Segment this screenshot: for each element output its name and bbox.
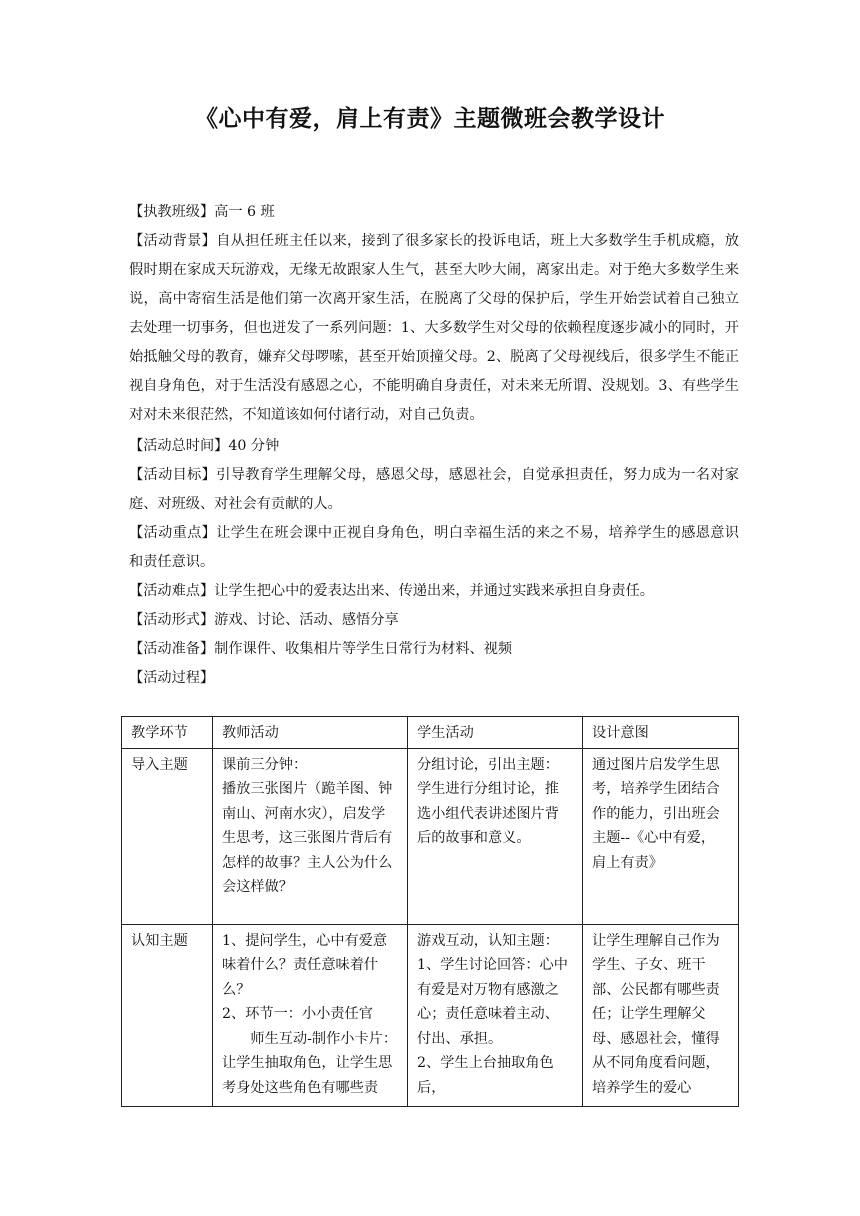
intent-cell: 让学生理解自己作为学生、子女、班干部、公民都有哪些责任；让学生理解父母、感恩社会，懂得从不同角度看问题，培养学生的爱心: [583, 924, 739, 1107]
student-cell: [408, 748, 583, 924]
field-label: 【活动过程】: [129, 670, 215, 686]
header-cell: 教学环节: [122, 717, 213, 749]
cell-text: 游戏互动，认知主题：: [417, 932, 559, 949]
document-title: 《心中有爱，肩上有责》主题微班会教学设计: [195, 106, 665, 132]
cell-text: 1、提问学生，心中有爱意味着什么？责任意味着什么？: [222, 932, 388, 998]
cell-text: 师生互动-制作小卡片：让学生抽取角色，让学生思考身处这些角色有哪些责: [222, 1030, 398, 1096]
table-header-row: [122, 717, 739, 749]
field-key-point: [129, 519, 739, 577]
field-value: 自从担任班主任以来，接到了很多家长的投诉电话，班上大多数学生手机成瘾，放假时期在家成天玩游戏，无缘无故跟家人生气，甚至大吵大闹，离家出走。对于绝大多数学生来说，高中寄宿生活是他们第一次离开家生活，在脱离了父母的保护后，学生开始尝试着自己独立去处理一切事务，但也迸发了一系列问题：1、大多数学生对父母的依赖程度逐步减小的同时，开始抵触父母的教育，嫌弃父母啰嗦，甚至开始顶撞父母。2、脱离了父母视线后，很多学生不能正视自身角色，对于生活没有感恩之心，不能明确自身责任，对未来无所谓、没规划。3、有些学生对对未来很茫然，不知道该如何付诸行动，对自己负责。: [129, 233, 739, 423]
process-table: [121, 716, 739, 1107]
cell-text: 分组讨论，引出主题：: [417, 756, 559, 773]
table-row: [122, 924, 739, 1107]
field-label: 【活动形式】: [129, 612, 215, 628]
field-difficulty: [129, 577, 739, 606]
cell-text: 2、学生上台抽取角色后，: [417, 1055, 554, 1096]
student-cell: [408, 924, 583, 1107]
teacher-cell: [213, 748, 408, 924]
field-preparation: [129, 635, 739, 664]
field-label: 【活动重点】: [129, 525, 217, 541]
field-label: 【活动背景】: [129, 233, 217, 249]
field-class: [129, 198, 739, 227]
field-total-time: [129, 432, 739, 461]
header-cell: 设计意图: [583, 717, 739, 749]
cell-text: 课前三分钟：: [222, 756, 308, 773]
field-value: 引导教育学生理解父母，感恩父母，感恩社会，自觉承担责任，努力成为一名对家庭、对班级、对社会有贡献的人。: [129, 467, 739, 512]
field-label: 【活动目标】: [129, 467, 217, 483]
stage-cell: 认知主题: [122, 924, 213, 1107]
field-label: 【活动准备】: [129, 641, 215, 657]
field-label: 【活动总时间】: [129, 438, 229, 454]
cell-text: 2、环节一：小小责任官: [222, 1006, 373, 1022]
table-row: [122, 748, 739, 924]
cell-text: 播放三张图片（跪羊图、钟南山、河南水灾），启发学生思考，这三张图片背后有怎样的故事？主人公为什么会这样做？: [222, 781, 393, 895]
teacher-cell: [213, 924, 408, 1107]
field-value: 高一 6 班: [214, 204, 275, 220]
field-label: 【执教班级】: [129, 204, 215, 220]
field-value: 游戏、讨论、活动、感悟分享: [214, 612, 399, 628]
stage-cell: 导入主题: [122, 748, 213, 924]
field-process: [129, 664, 739, 693]
field-value: 制作课件、收集相片等学生日常行为材料、视频: [214, 641, 513, 657]
field-label: 【活动难点】: [129, 583, 215, 599]
field-background: [129, 227, 739, 430]
field-goal: [129, 461, 739, 519]
field-value: 40 分钟: [228, 438, 280, 454]
header-cell: 学生活动: [408, 717, 583, 749]
cell-text: 学生进行分组讨论，推选小组代表讲述图片背后的故事和意义。: [417, 781, 559, 846]
intent-cell: 通过图片启发学生思考，培养学生团结合作的能力，引出班会主题--《心中有爱，肩上有责》: [583, 748, 739, 924]
info-section: [129, 198, 739, 693]
field-format: [129, 606, 739, 635]
field-value: 让学生在班会课中正视自身角色，明白幸福生活的来之不易，培养学生的感恩意识和责任意识。: [129, 525, 739, 570]
cell-text: 1、学生讨论回答：心中有爱是对万物有感激之心；责任意味着主动、付出、承担。: [417, 957, 568, 1047]
field-value: 让学生把心中的爱表达出来、传递出来，并通过实践来承担自身责任。: [214, 583, 654, 599]
header-cell: 教师活动: [213, 717, 408, 749]
